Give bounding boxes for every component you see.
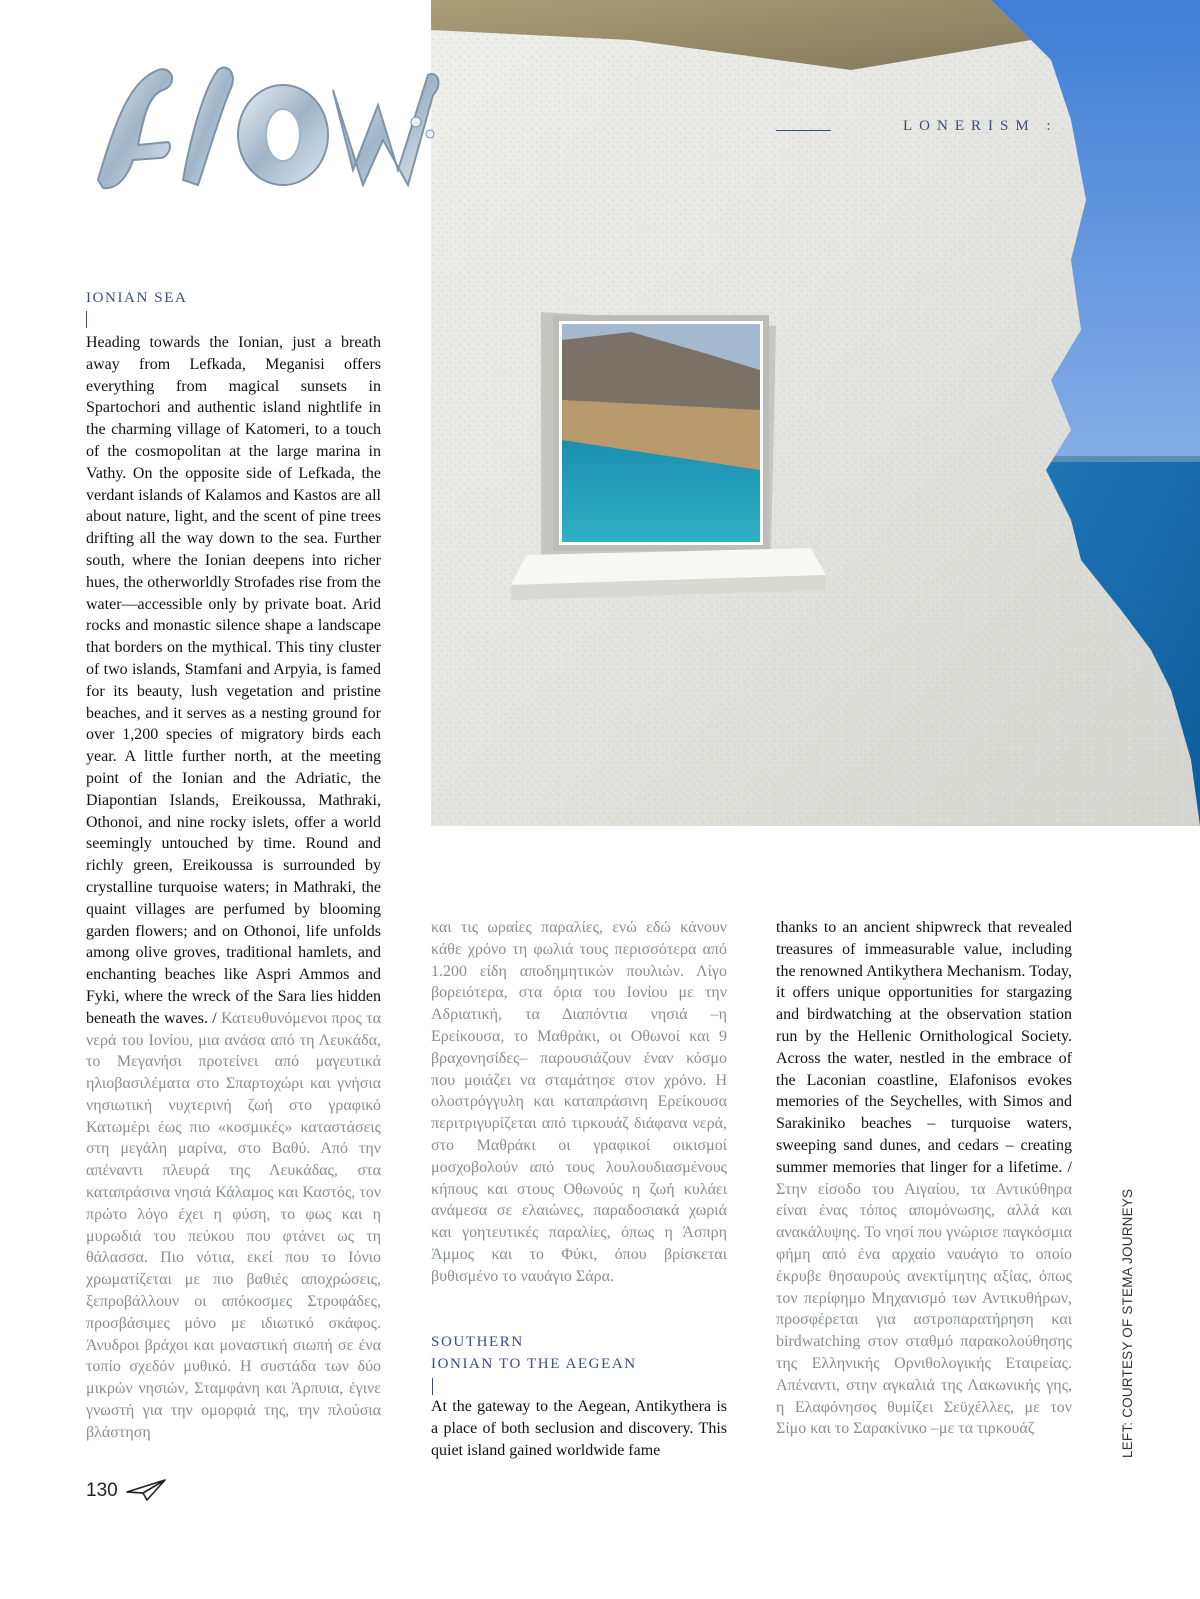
col1-heading-bar (86, 311, 87, 328)
paper-plane-icon (125, 1478, 167, 1502)
col2-body (431, 917, 727, 1288)
col1-heading: IONIAN SEA (86, 290, 188, 306)
col3-body (776, 917, 1072, 1440)
col2-english-body (431, 1396, 727, 1461)
hero-photo (431, 0, 1200, 826)
col2-heading-line1: SOUTHERN (431, 1334, 524, 1350)
col3-english: thanks to an ancient shipwreck that revealed treasures of immeasurable value, including the renowned Antikythera Mechanism. Today, it offers unique opportunities for stargazing and birdwatching at the observation station run by the Hellenic Ornithological Society. Across the water, nestled in the embrace of the Laconian coastline, Elafonisos evokes memories of the Seychelles, with Simos and Sarakiniko beaches – turquoise waters, sweeping sand dunes, and cedars – creating summer memories that linger for a lifetime. / (776, 919, 1072, 1176)
page-number: 130 (86, 1480, 118, 1501)
col2-heading (431, 1331, 731, 1375)
flow-title-art (78, 50, 448, 200)
col2-heading-line2: IONIAN TO THE AEGEAN (431, 1356, 637, 1372)
photo-credit: LEFT: COURTESY OF STEMA JOURNEYS (1120, 1188, 1135, 1458)
section-label: LONERISM : (903, 118, 1058, 134)
col1-english: Heading towards the Ionian, just a breath away from Lefkada, Meganisi offers everything from magical sunsets in Spartochori and authentic island nightlife in the charming village of Katomeri, to a touch of the cosmopolitan at the large marina in Vathy. On the opposite side of Lefkada, the verdant islands of Kalamos and Kastos are all about nature, light, and the scent of pine trees drifting all the way down to the sea. Further south, where the Ionian deepens into richer hues, the otherworldly Strofades rise from the water—accessible only by private boat. Arid rocks and monastic silence shape a landscape that borders on the mythical. This tiny cluster of two islands, Stamfani and Arpyia, is famed for its beauty, lush vegetation and pristine beaches, and it serves as a nesting ground for over 1,200 species of migratory birds each year. A little further north, at the meeting point of the Ionian and the Adriatic, the Diapontian Islands, Ereikoussa, Mathraki, Othonoi, and nine rocky islets, offer a world seemingly untouched by time. Round and richly green, Ereikoussa is surrounded by crystalline turquoise waters; in Mathraki, the quaint villages are perfumed by blooming garden flowers; and on Othonoi, life unfolds among olive groves, traditional hamlets, and enchanting beaches like Aspri Ammos and Fyki, where the wreck of the Sara lies hidden beneath the waves. / (86, 334, 381, 1027)
col2-greek: και τις ωραίες παραλίες, ενώ εδώ κάνουν κάθε χρόνο τη φωλιά τους περισσότερα από 1.200 είδη αποδημητικών πουλιών. Λίγο βορειότερα, στα όρια του Ιονίου με την Αδριατική, τα Διαπόντια νησιά –η Ερείκουσα, το Μαθράκι, οι Οθωνοί και 9 βραχονησίδες– παρουσιάζουν έναν κόσμο που μοιάζει να σταμάτησε στον χρόνο. Η ολοστρόγγυλη και καταπράσινη Ερείκουσα περιτριγυρίζεται από τιρκουάζ διάφανα νερά, στο Μαθράκι οι γραφικοί οικισμοί μοσχοβολούν από τους λουλουδιασμένους κήπους και στους Οθωνούς η ζωή κυλάει ανάμεσα σε ελαιώνες, παραδοσιακά χωριά και γοητευτικές παραλίες, όπως η Άσπρη Άμμος και το Φύκι, όπου βρίσκεται βυθισμένο το ναυάγιο Σάρα. (431, 919, 727, 1285)
col2-english: At the gateway to the Aegean, Antikythera is a place of both seclusion and discovery. This quiet island gained worldwide fame (431, 1398, 727, 1459)
col1-body (86, 332, 381, 1444)
col3-greek: Στην είσοδο του Αιγαίου, τα Αντικύθηρα είναι ένας τόπος απομόνωσης, αλλά και ανακάλυψης. Το νησί που γνώρισε παγκόσμια φήμη από ένα αρχαίο ναυάγιο το οποίο έκρυβε θησαυρούς ανεκτίμητης αξίας, όπως τον περίφημο Μηχανισμό των Αντικυθήρων, προσφέρεται για αστροπαρατήρηση και birdwatching στον σταθμό παρακολούθησης της Ελληνικής Ορνιθολογικής Εταιρείας. Απέναντι, στην αγκαλιά της Λακωνικής γης, η Ελαφόνησος θυμίζει Σεϋχέλλες, με τον Σίμο και το Σαρακίνικο –με τα τιρκουάζ (776, 1180, 1072, 1438)
section-rule (776, 130, 831, 131)
col2-heading-bar (432, 1378, 433, 1395)
col1-greek: Κατευθυνόμενοι προς τα νερά του Ιονίου, μια ανάσα από τη Λευκάδα, το Μεγανήσι προτείνει από μαγευτικά ηλιοβασιλέματα στο Σπαρτοχώρι και γνήσια νησιωτική νυχτερινή ζωή στο γραφικό Κατωμέρι έως πιο «κοσμικές» καταστάσεις στη μεγάλη μαρίνα, στο Βαθύ. Από την απέναντι πλευρά της Λευκάδας, στα καταπράσινα νησιά Κάλαμος και Καστός, τον πρώτο λόγο έχει η φύση, το φως και η μυρωδιά του πεύκου που φτάνει ως τη θάλασσα. Πιο νότια, εκεί που το Ιόνιο χρωματίζεται με πιο βαθιές αποχρώσεις, ξεπροβάλλουν οι απόκοσμες Στροφάδες, προσβάσιμες μόνο με ιδιωτικό σκάφος. Άνυδροι βράχοι και μοναστική σιωπή σε ένα τοπίο σχεδόν μυθικό. Η συστάδα των δύο μικρών νησιών, Σταμφάνη και Άρπυια, έγινε γνωστή για την ομορφιά της, την πλούσια βλάστηση (86, 1009, 382, 1441)
